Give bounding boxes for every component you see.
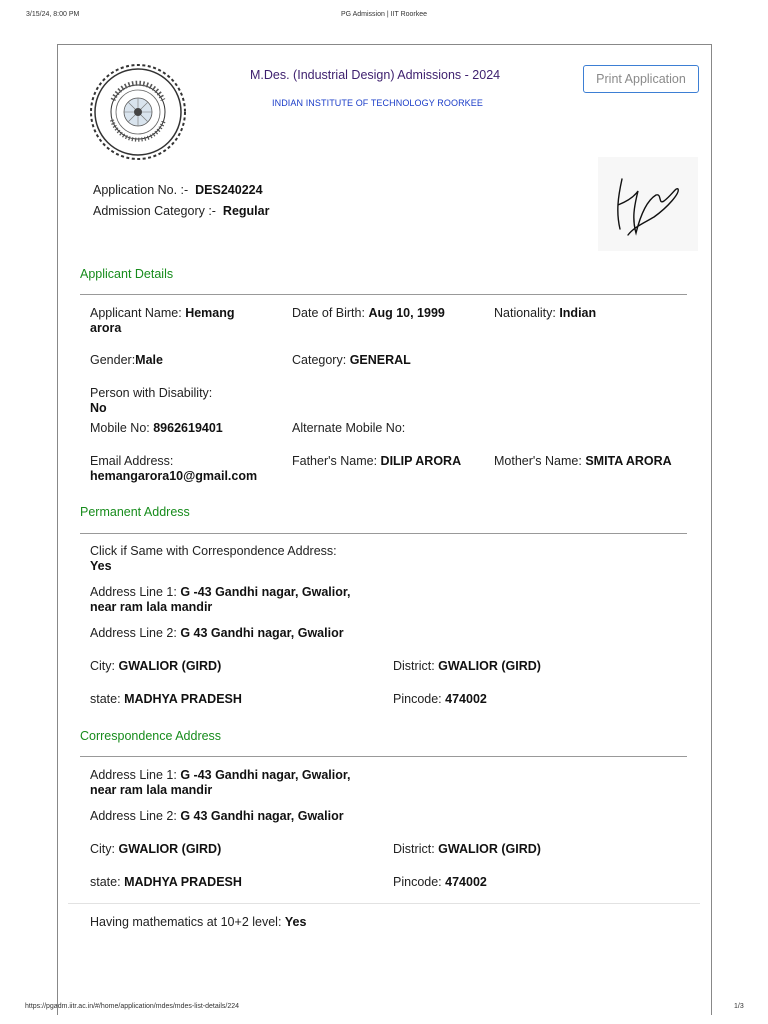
print-page-number: 1/3 bbox=[734, 1003, 744, 1010]
corr-pincode-value: 474002 bbox=[445, 875, 487, 889]
perm-district-value: GWALIOR (GIRD) bbox=[438, 659, 541, 673]
print-datetime: 3/15/24, 8:00 PM bbox=[26, 11, 80, 18]
perm-pincode-label: Pincode: bbox=[393, 692, 442, 706]
mathematics-field bbox=[90, 915, 306, 930]
same-address-field bbox=[90, 544, 337, 574]
alt-mobile-label: Alternate Mobile No: bbox=[292, 421, 406, 435]
category-label: Category: bbox=[292, 353, 347, 367]
email-field bbox=[90, 454, 257, 484]
perm-address-line1-field bbox=[90, 585, 351, 615]
corr-address-line1-field bbox=[90, 768, 351, 798]
perm-city-field bbox=[90, 659, 221, 674]
perm-pincode-value: 474002 bbox=[445, 692, 487, 706]
pwd-label: Person with Disability: bbox=[90, 386, 213, 400]
admission-category-row bbox=[93, 204, 269, 219]
perm-address-line1-b: near ram lala mandir bbox=[90, 600, 213, 614]
perm-city-value: GWALIOR (GIRD) bbox=[118, 659, 222, 673]
mobile-label: Mobile No: bbox=[90, 421, 150, 435]
perm-address-line1-label: Address Line 1: bbox=[90, 585, 177, 599]
gender-field bbox=[90, 353, 163, 368]
application-number-label: Application No. :- bbox=[93, 183, 189, 197]
print-page-title: PG Admission | IIT Roorkee bbox=[340, 11, 428, 18]
print-url[interactable]: https://pgadm.iitr.ac.in/#/home/application/mdes/mdes-list-details/224 bbox=[25, 1003, 239, 1010]
same-address-value: Yes bbox=[90, 559, 112, 573]
corr-address-line1-b: near ram lala mandir bbox=[90, 783, 213, 797]
corr-address-line2-label: Address Line 2: bbox=[90, 809, 177, 823]
corr-district-field bbox=[393, 842, 541, 857]
perm-city-label: City: bbox=[90, 659, 115, 673]
mother-name-value: SMITA ARORA bbox=[585, 454, 672, 468]
mother-name-field bbox=[494, 454, 672, 469]
divider bbox=[80, 756, 687, 757]
corr-address-line1-a: G -43 Gandhi nagar, Gwalior, bbox=[180, 768, 351, 782]
corr-state-value: MADHYA PRADESH bbox=[124, 875, 242, 889]
signature-image bbox=[598, 157, 698, 251]
iit-roorkee-logo bbox=[86, 62, 190, 162]
corr-pincode-field bbox=[393, 875, 487, 890]
admission-category-label: Admission Category :- bbox=[93, 204, 216, 218]
corr-city-label: City: bbox=[90, 842, 115, 856]
corr-pincode-label: Pincode: bbox=[393, 875, 442, 889]
perm-state-value: MADHYA PRADESH bbox=[124, 692, 242, 706]
email-value: hemangarora10@gmail.com bbox=[90, 469, 258, 483]
applicant-name-field bbox=[90, 306, 270, 336]
email-label: Email Address: bbox=[90, 454, 174, 468]
perm-state-field bbox=[90, 692, 242, 707]
mobile-field bbox=[90, 421, 223, 436]
perm-address-line2-field bbox=[90, 626, 344, 641]
corr-state-label: state: bbox=[90, 875, 121, 889]
perm-address-line2-value: G 43 Gandhi nagar, Gwalior bbox=[180, 626, 344, 640]
application-number-row bbox=[93, 183, 263, 198]
corr-city-field bbox=[90, 842, 221, 857]
corr-address-line2-value: G 43 Gandhi nagar, Gwalior bbox=[180, 809, 344, 823]
mathematics-label: Having mathematics at 10+2 level: bbox=[90, 915, 282, 929]
corr-state-field bbox=[90, 875, 242, 890]
perm-address-line1-a: G -43 Gandhi nagar, Gwalior, bbox=[180, 585, 351, 599]
corr-district-label: District: bbox=[393, 842, 435, 856]
corr-address-line1-label: Address Line 1: bbox=[90, 768, 177, 782]
perm-district-field bbox=[393, 659, 541, 674]
perm-address-line2-label: Address Line 2: bbox=[90, 626, 177, 640]
admission-category: Regular bbox=[222, 204, 270, 218]
application-number: DES240224 bbox=[195, 183, 263, 197]
print-application-button[interactable]: Print Application bbox=[583, 65, 699, 93]
same-address-label: Click if Same with Correspondence Address: bbox=[90, 544, 337, 558]
applicant-last-name: arora bbox=[90, 321, 122, 335]
corr-city-value: GWALIOR (GIRD) bbox=[118, 842, 222, 856]
divider bbox=[80, 294, 687, 295]
section-permanent-address: Permanent Address bbox=[80, 505, 190, 519]
category-field bbox=[292, 353, 411, 368]
alt-mobile-field bbox=[292, 421, 405, 436]
institute-name: INDIAN INSTITUTE OF TECHNOLOGY ROORKEE bbox=[272, 98, 483, 108]
dob-label: Date of Birth: bbox=[292, 306, 365, 320]
dob-field bbox=[292, 306, 445, 321]
divider bbox=[68, 903, 700, 904]
father-name-label: Father's Name: bbox=[292, 454, 378, 468]
pwd-value: No bbox=[90, 401, 107, 415]
page-title: M.Des. (Industrial Design) Admissions - 2024 bbox=[250, 68, 501, 82]
perm-pincode-field bbox=[393, 692, 487, 707]
divider bbox=[80, 533, 687, 534]
corr-address-line2-field bbox=[90, 809, 344, 824]
gender-label: Gender: bbox=[90, 353, 136, 367]
corr-district-value: GWALIOR (GIRD) bbox=[438, 842, 541, 856]
applicant-name-label: Applicant Name: bbox=[90, 306, 182, 320]
pwd-field bbox=[90, 386, 212, 416]
dob-value: Aug 10, 1999 bbox=[368, 306, 445, 320]
perm-state-label: state: bbox=[90, 692, 121, 706]
mathematics-value: Yes bbox=[284, 915, 307, 929]
section-applicant-details: Applicant Details bbox=[80, 267, 174, 281]
signature-icon bbox=[598, 157, 698, 251]
nationality-field bbox=[494, 306, 596, 321]
nationality-label: Nationality: bbox=[494, 306, 556, 320]
perm-district-label: District: bbox=[393, 659, 435, 673]
mother-name-label: Mother's Name: bbox=[494, 454, 582, 468]
mobile-value: 8962619401 bbox=[153, 421, 223, 435]
section-correspondence-address: Correspondence Address bbox=[80, 729, 222, 743]
nationality-value: Indian bbox=[559, 306, 597, 320]
category-value: GENERAL bbox=[349, 353, 411, 367]
applicant-first-name: Hemang bbox=[185, 306, 235, 320]
gender-value: Male bbox=[135, 353, 163, 367]
father-name-value: DILIP ARORA bbox=[380, 454, 462, 468]
father-name-field bbox=[292, 454, 461, 469]
